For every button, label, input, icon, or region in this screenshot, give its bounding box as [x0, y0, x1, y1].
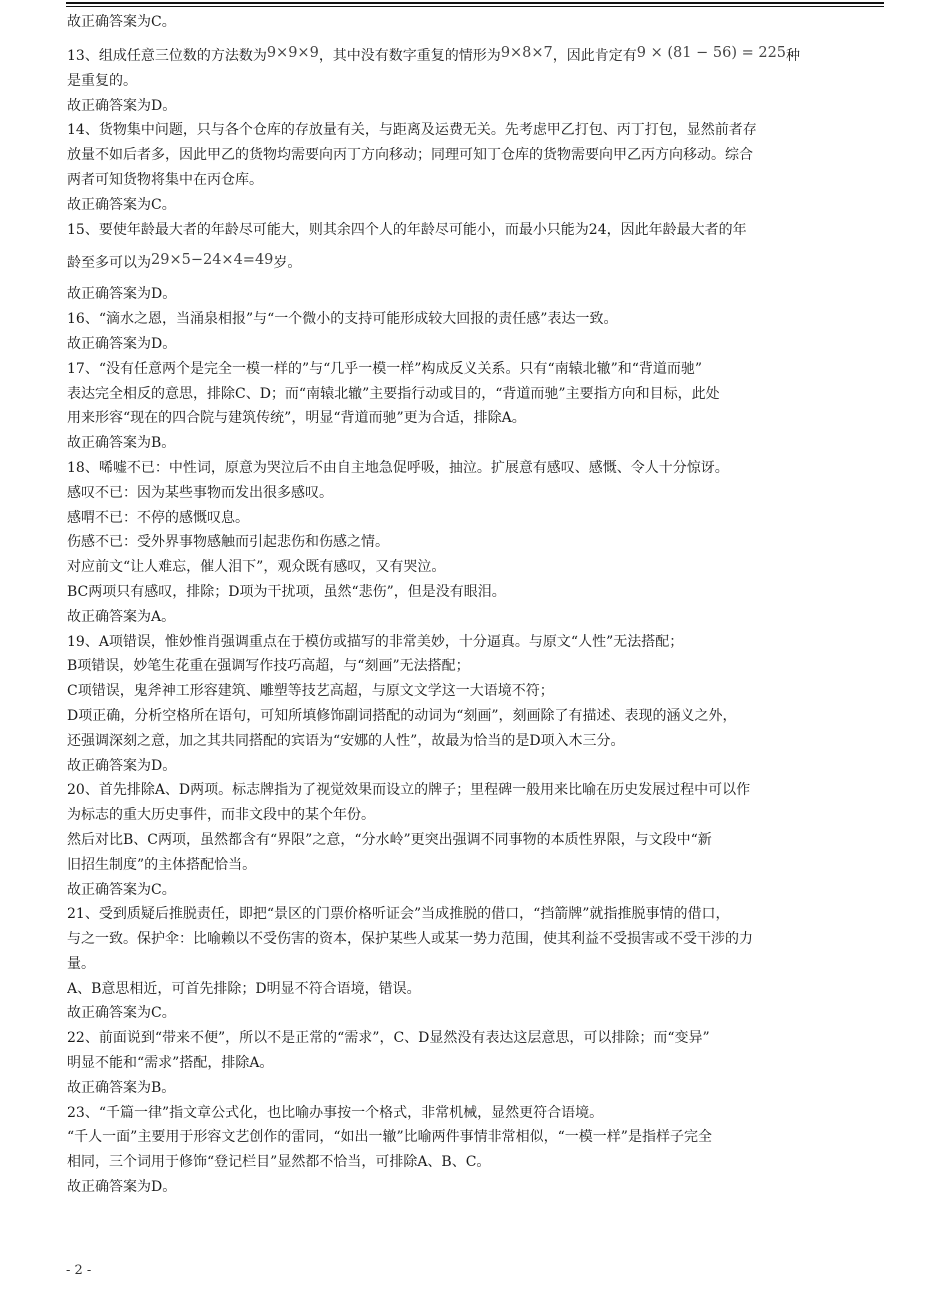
formula-987: 9×8×7 — [500, 44, 553, 61]
text-line: 14、货物集中问题，只与各个仓库的存放量有关，与距离及运费无关。先考虑甲乙打包、丙丁打包，显然前者存 — [67, 122, 757, 139]
text-line: 旧招生制度”的主体搭配恰当。 — [67, 856, 257, 873]
text-line: 故正确答案为B。 — [67, 1079, 176, 1096]
text-line: 相同，三个词用于修饰“登记栏目”显然都不恰当，可排除A、B、C。 — [67, 1154, 491, 1171]
text-line: 放量不如后者多，因此甲乙的货物均需要向丙丁方向移动；同理可知丁仓库的货物需要向甲乙丙方向移动。综合 — [67, 147, 753, 164]
text-line: 故正确答案为D。 — [67, 335, 177, 352]
text-line: 感喟不已：不停的感慨叹息。 — [67, 509, 249, 526]
formula-49: 29×5−24×4=49 — [151, 252, 274, 269]
text-line: 故正确答案为D。 — [67, 97, 177, 114]
text-line: C项错误，鬼斧神工形容建筑、雕塑等技艺高超，与原文文学这一大语境不符； — [67, 683, 554, 700]
q13-line — [67, 38, 885, 72]
text-line: D项正确，分析空格所在语句，可知所填修饰副词搭配的动词为“刻画”，刻画除了有描述、表现的涵义之外， — [67, 707, 737, 724]
header-rule-thin — [66, 6, 884, 7]
text-line: 18、唏嘘不已：中性词，原意为哭泣后不由自主地急促呼吸，抽泣。扩展意有感叹、感慨、令人十分惊讶。 — [67, 459, 729, 476]
text-line: 17、“没有任意两个是完全一模一样的”与“几乎一模一样”构成反义关系。只有“南辕北辙”和“背道而驰” — [67, 360, 703, 377]
answer-explanations — [67, 13, 885, 1203]
q13-text-1: 13、组成任意三位数的方法数为 — [67, 47, 267, 64]
formula-999: 9×9×9 — [266, 44, 319, 61]
q13-text-2: ，其中没有数字重复的情形为 — [318, 47, 501, 64]
text-line: 故正确答案为D。 — [67, 286, 177, 303]
q15-line — [67, 245, 885, 285]
text-line: 21、受到质疑后推脱责任，即把“景区的门票价格听证会”当成推脱的借口，“挡箭牌”就指推脱事情的借口， — [67, 906, 730, 923]
q15-text-1: 龄至多可以为 — [67, 255, 151, 272]
text-line: A、B意思相近，可首先排除；D明显不符合语境，错误。 — [67, 980, 421, 997]
text-line: 然后对比B、C两项，虽然都含有“界限”之意，“分水岭”更突出强调不同事物的本质性界限，与文段中“新 — [67, 831, 712, 848]
q15-text-2: 岁。 — [273, 255, 302, 272]
text-line: 用来形容“现在的四合院与建筑传统”，明显“背道而驰”更为合适，排除A。 — [67, 410, 526, 427]
text-line: 故正确答案为B。 — [67, 435, 176, 452]
text-line: 为标志的重大历史事件，而非文段中的某个年份。 — [67, 807, 375, 824]
header-rule-thick — [66, 2, 884, 4]
text-line: 还强调深刻之意，加之其共同搭配的宾语为“安娜的人性”，故最为恰当的是D项入木三分。 — [67, 732, 625, 749]
formula-225: 9 × (81 − 56) = 225 — [636, 44, 787, 61]
text-line: 明显不能和“需求”搭配，排除A。 — [67, 1055, 274, 1072]
text-line: 19、A项错误，惟妙惟肖强调重点在于模仿或描写的非常美妙，十分逼真。与原文“人性”无法搭配； — [67, 633, 684, 650]
text-line: B项错误，妙笔生花重在强调写作技巧高超，与“刻画”无法搭配； — [67, 658, 470, 675]
text-line: 16、“滴水之恩，当涌泉相报”与“一个微小的支持可能形成较大回报的责任感”表达一致。 — [67, 311, 618, 328]
text-line: 感叹不已：因为某些事物而发出很多感叹。 — [67, 484, 333, 501]
text-line: 故正确答案为D。 — [67, 1179, 177, 1196]
text-line: 伤感不已：受外界事物感触而引起悲伤和伤感之情。 — [67, 534, 389, 551]
text-line: 20、首先排除A、D两项。标志牌指为了视觉效果而设立的牌子；里程碑一般用来比喻在历史发展过程中可以作 — [67, 782, 751, 799]
text-line: “千人一面”主要用于形容文艺创作的雷同，“如出一辙”比喻两件事情非常相似，“一模一样”是指样子完全 — [67, 1129, 712, 1146]
text-line: 对应前文“让人难忘，催人泪下”，观众既有感叹，又有哭泣。 — [67, 559, 446, 576]
text-line: 两者可知货物将集中在丙仓库。 — [67, 171, 263, 188]
text-line: 与之一致。保护伞：比喻赖以不受伤害的资本，保护某些人或某一势力范围，使其利益不受损害或不受干涉的力 — [67, 931, 753, 948]
page-number: - 2 - — [66, 1263, 92, 1278]
q13-text-3: ，因此肯定有 — [552, 47, 637, 64]
text-line: 故正确答案为C。 — [67, 881, 176, 898]
text-line: 量。 — [67, 955, 95, 972]
text-line: BC两项只有感叹，排除；D项为干扰项，虽然“悲伤”，但是没有眼泪。 — [67, 583, 506, 600]
text-line: 表达完全相反的意思，排除C、D；而“南辕北辙”主要指行动或目的，“背道而驰”主要指方向和目标，此处 — [67, 385, 720, 402]
text-line: 22、前面说到“带来不便”，所以不是正常的“需求”，C、D显然没有表达这层意思，可以排除；而“变异” — [67, 1030, 710, 1047]
text-line: 故正确答案为A。 — [67, 608, 176, 625]
q13-text-4: 种 — [786, 47, 801, 64]
text-line: 故正确答案为D。 — [67, 757, 177, 774]
text-line: 故正确答案为C。 — [67, 196, 176, 213]
text-line: 故正确答案为C。 — [67, 1005, 176, 1022]
text-line: 23、“千篇一律”指文章公式化，也比喻办事按一个格式，非常机械，显然更符合语境。 — [67, 1104, 604, 1121]
text-line: 故正确答案为C。 — [67, 14, 176, 30]
text-line: 15、要使年龄最大者的年龄尽可能大，则其余四个人的年龄尽可能小，而最小只能为24，因此年龄最大者的年 — [67, 221, 747, 238]
text-line: 是重复的。 — [67, 72, 137, 89]
